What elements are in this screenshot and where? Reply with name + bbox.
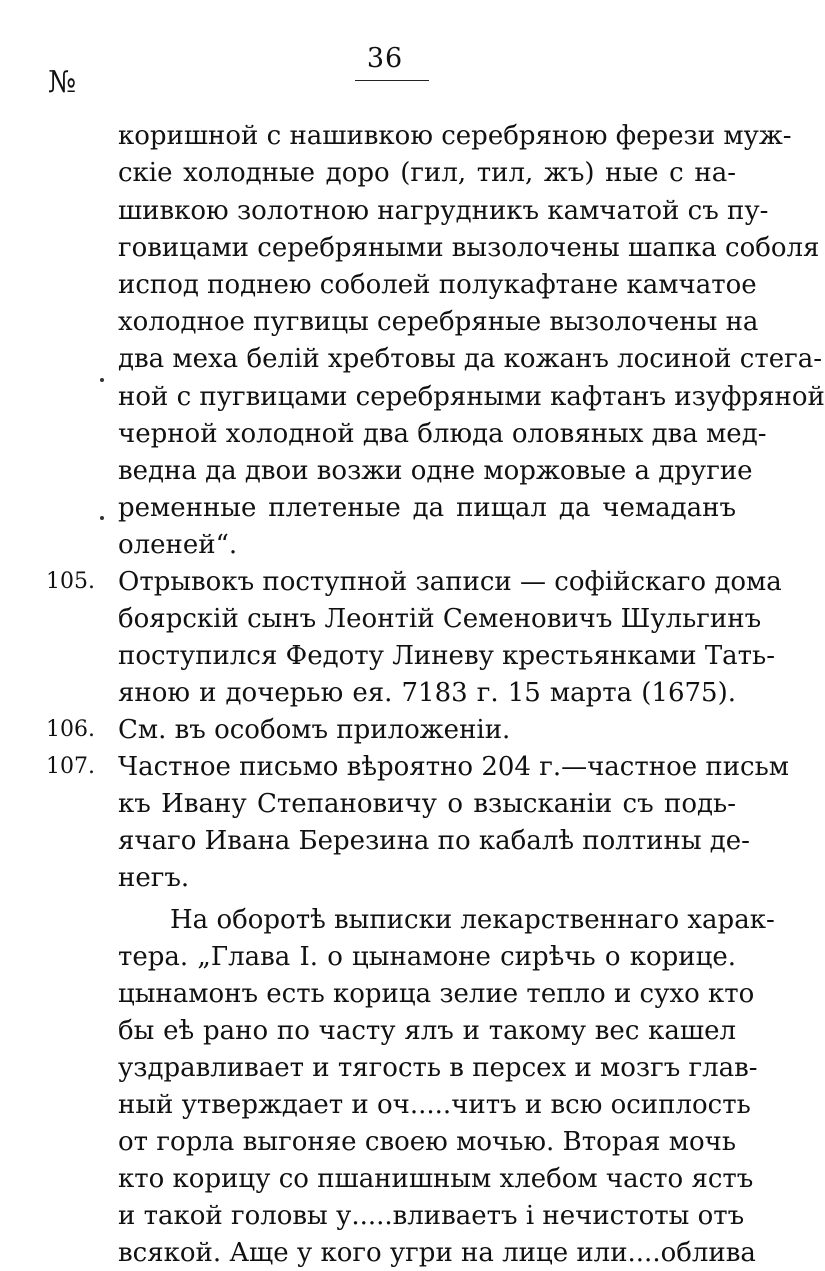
text-line: Отрывокъ поступной записи — софійскаго дома	[118, 567, 782, 597]
entry-number: 105.	[46, 569, 95, 594]
text-line: боярскій сынъ Леонтій Семеновичъ Шульгинъ	[118, 604, 762, 634]
margin-dot	[100, 378, 104, 382]
text-line: яною и дочерью ея. 7183 г. 15 марта (1675).	[118, 678, 736, 708]
text-line: от горла выгоняе своею мочью. Вторая мочь	[118, 1127, 736, 1157]
text-line: черной холодной два блюда оловяных два мед-	[118, 419, 767, 449]
text-line: бы еѣ рано по часту ялъ и такому вес кашел	[118, 1016, 736, 1046]
text-line: См. въ особомъ приложеніи.	[118, 715, 511, 745]
text-line: ведна да двои возжи одне моржовые а другие	[118, 456, 753, 486]
text-line: оленей“.	[118, 530, 238, 560]
text-line: коришной с нашивкою серебряною ферези муж-	[118, 121, 792, 151]
text-line: ременные плетеные да пищал да чемаданъ	[118, 493, 736, 523]
text-line: испод поднею соболей полукафтане камчатое	[118, 270, 757, 300]
page-number-rule	[355, 80, 429, 81]
text-line: ячаго Ивана Березина по кабалѣ полтины де-	[118, 826, 750, 856]
page-number: 36	[366, 43, 404, 74]
entry-number: 106.	[46, 717, 95, 742]
text-line: говицами серебряными вызолочены шапка соболя	[118, 233, 820, 263]
text-line: цынамонъ есть корица зелие тепло и сухо кто	[118, 979, 755, 1009]
numero-sign: №	[48, 65, 77, 100]
text-line: Частное письмо вѣроятно 204 г.—частное письм	[118, 752, 789, 782]
text-line: тера. „Глава І. о цынамоне сирѣчь о корице.	[118, 942, 736, 972]
text-line: ной с пугвицами серебряными кафтанъ изуфряной	[118, 382, 825, 412]
text-line: уздравливает и тягость в персех и мозгъ глав-	[118, 1053, 758, 1083]
text-line: всякой. Аще у кого угри на лице или....облива	[118, 1238, 756, 1268]
text-line: и такой головы у.....вливаетъ і нечистоты отъ	[118, 1201, 745, 1231]
text-line: скіе холодные доро (гил, тил, жъ) ные с на-	[118, 158, 736, 188]
text-line: къ Ивану Степановичу о взысканіи съ подь-	[118, 789, 736, 819]
text-line: негъ.	[118, 863, 190, 893]
text-line: шивкою золотною нагрудникъ камчатой съ пу-	[118, 196, 769, 226]
entry-number: 107.	[46, 754, 95, 779]
text-line: поступился Федоту Линеву крестьянками Тать-	[118, 641, 775, 671]
text-line: два меха белій хребтовы да кожанъ лосиной стега-	[118, 344, 823, 374]
text-line: ный утверждает и оч.....читъ и всю осиплость	[118, 1090, 751, 1120]
text-line: кто корицу со пшанишным хлебом часто ястъ	[118, 1164, 754, 1194]
text-line: холодное пугвицы серебряные вызолочены на	[118, 307, 759, 337]
text-line: На оборотѣ выписки лекарственнаго харак-	[170, 905, 775, 935]
margin-dot	[100, 516, 104, 520]
